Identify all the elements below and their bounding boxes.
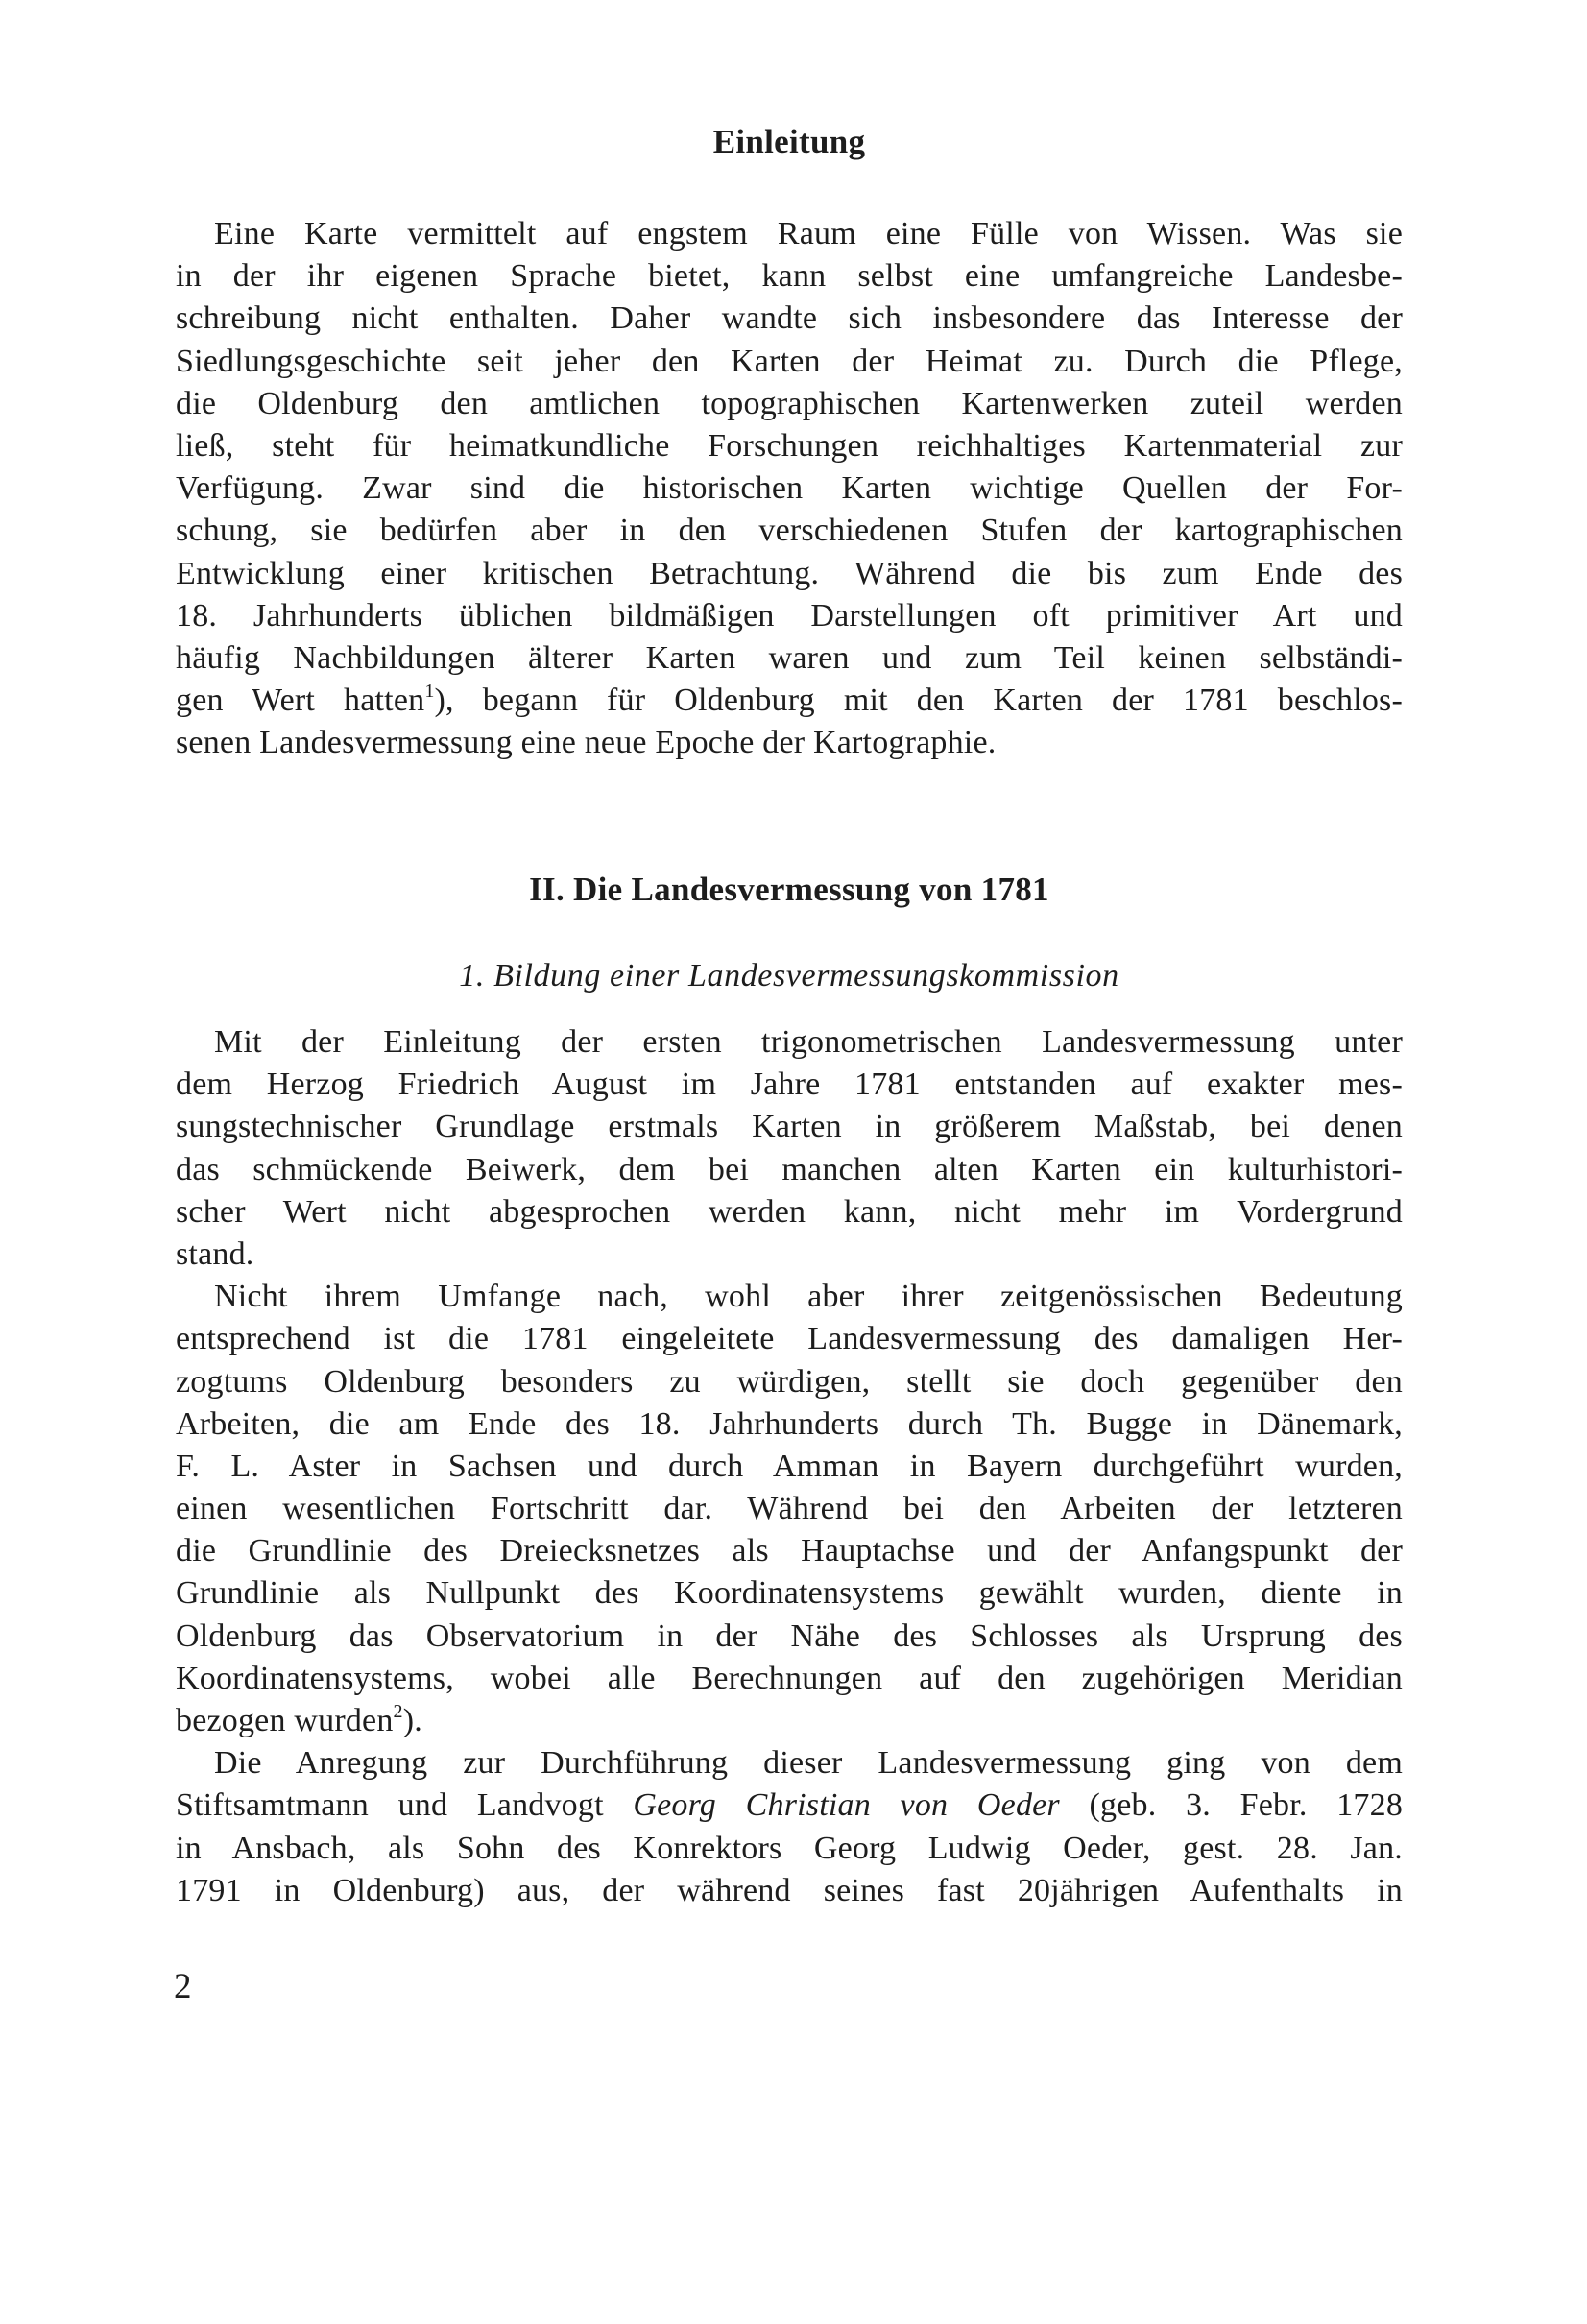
text-line: Koordinatensystems, wobei alle Berechnungen auf den zugehörigen Meridian (176, 1660, 1403, 1696)
text-line: schreibung nicht enthalten. Daher wandte sich insbesondere das Interesse der (176, 300, 1403, 337)
text-line: entsprechend ist die 1781 eingeleitete Landesvermessung des damaligen Her- (176, 1321, 1403, 1357)
text-line: Verfügung. Zwar sind die historischen Karten wichtige Quellen der For- (176, 470, 1403, 507)
text-line: in Ansbach, als Sohn des Konrektors Georg Ludwig Oeder, gest. 28. Jan. (176, 1830, 1403, 1866)
text-line: Grundlinie als Nullpunkt des Koordinatensystems gewählt wurden, diente in (176, 1575, 1403, 1612)
text-line: die Grundlinie des Dreiecksnetzes als Hauptachse und der Anfangspunkt der (176, 1533, 1403, 1569)
text-line: Entwicklung einer kritischen Betrachtung. Während die bis zum Ende des (176, 555, 1403, 591)
text-line: häufig Nachbildungen älterer Karten waren und zum Teil keinen selbständi- (176, 639, 1403, 676)
page-number: 2 (174, 1967, 192, 2006)
person-name-italic: Georg Christian von Oeder (633, 1787, 1060, 1824)
text-line: zogtums Oldenburg besonders zu würdigen, stellt sie doch gegenüber den (176, 1363, 1403, 1400)
text-line-italic-name (176, 1785, 1403, 1827)
heading-einleitung: Einleitung (712, 123, 866, 160)
footnote-marker: 2 (393, 1701, 403, 1722)
text-line: einen wesentlichen Fortschritt dar. Während bei den Arbeiten der letzteren (176, 1491, 1403, 1527)
text-line: Oldenburg das Observatorium in der Nähe des Schlosses als Ursprung des (176, 1617, 1403, 1654)
intro-paragraph (176, 213, 1403, 764)
text-line: 1791 in Oldenburg) aus, der während seines fast 20jährigen Aufenthalts in (176, 1872, 1403, 1908)
text-line: schung, sie bedürfen aber in den verschiedenen Stufen der kartographischen (176, 513, 1403, 549)
text-line: Mit der Einleitung der ersten trigonometrischen Landesvermessung unter (214, 1024, 1403, 1060)
text-line: senen Landesvermessung eine neue Epoche der Kartographie. (176, 725, 997, 761)
text-run: (geb. 3. Febr. 1728 (1059, 1787, 1403, 1824)
text-line: ließ, steht für heimatkundliche Forschungen reichhaltiges Kartenmaterial zur (176, 427, 1403, 464)
text-line-footnote-ref (176, 1700, 1403, 1742)
text-line: das schmückende Beiwerk, dem bei manchen alten Karten ein kulturhistori- (176, 1151, 1403, 1187)
footnote-marker: 1 (424, 681, 435, 703)
text-line: Nicht ihrem Umfange nach, wohl aber ihrer zeitgenössischen Bedeutung (214, 1279, 1403, 1315)
text-line: Eine Karte vermittelt auf engstem Raum eine Fülle von Wissen. Was sie (214, 216, 1403, 252)
body-text (176, 1021, 1403, 1912)
text-line: in der ihr eigenen Sprache bietet, kann selbst eine umfangreiche Landesbe- (176, 258, 1403, 295)
text-line: scher Wert nicht abgesprochen werden kann, nicht mehr im Vordergrund (176, 1193, 1403, 1230)
text-line: Arbeiten, die am Ende des 18. Jahrhunderts durch Th. Bugge in Dänemark, (176, 1405, 1403, 1442)
text-run: gen Wert hatten (176, 683, 425, 719)
text-run: ). (402, 1703, 422, 1738)
text-run: Stiftsamtmann und Landvogt (176, 1787, 634, 1824)
section-title: II. Die Landesvermessung von 1781 (529, 871, 1049, 908)
text-run: ), begann für Oldenburg mit den Karten der 1781 beschlos- (434, 683, 1403, 719)
text-run: bezogen wurden (176, 1703, 394, 1738)
text-line: Die Anregung zur Durchführung dieser Landesvermessung ging von dem (214, 1745, 1403, 1782)
text-line-footnote-ref (176, 680, 1403, 722)
text-line: F. L. Aster in Sachsen und durch Amman in Bayern durchgeführt wurden, (176, 1448, 1403, 1484)
text-line: Siedlungsgeschichte seit jeher den Karten der Heimat zu. Durch die Pflege, (176, 343, 1403, 379)
text-line: 18. Jahrhunderts üblichen bildmäßigen Darstellungen oft primitiver Art und (176, 597, 1403, 634)
text-line: stand. (176, 1235, 254, 1272)
text-line: dem Herzog Friedrich August im Jahre 1781 entstanden auf exakter mes- (176, 1066, 1403, 1103)
text-line: die Oldenburg den amtlichen topographischen Kartenwerken zuteil werden (176, 385, 1403, 421)
text-line: sungstechnischer Grundlage erstmals Karten in größerem Maßstab, bei denen (176, 1109, 1403, 1145)
subsection-title: 1. Bildung einer Landesvermessungskommission (459, 958, 1119, 994)
